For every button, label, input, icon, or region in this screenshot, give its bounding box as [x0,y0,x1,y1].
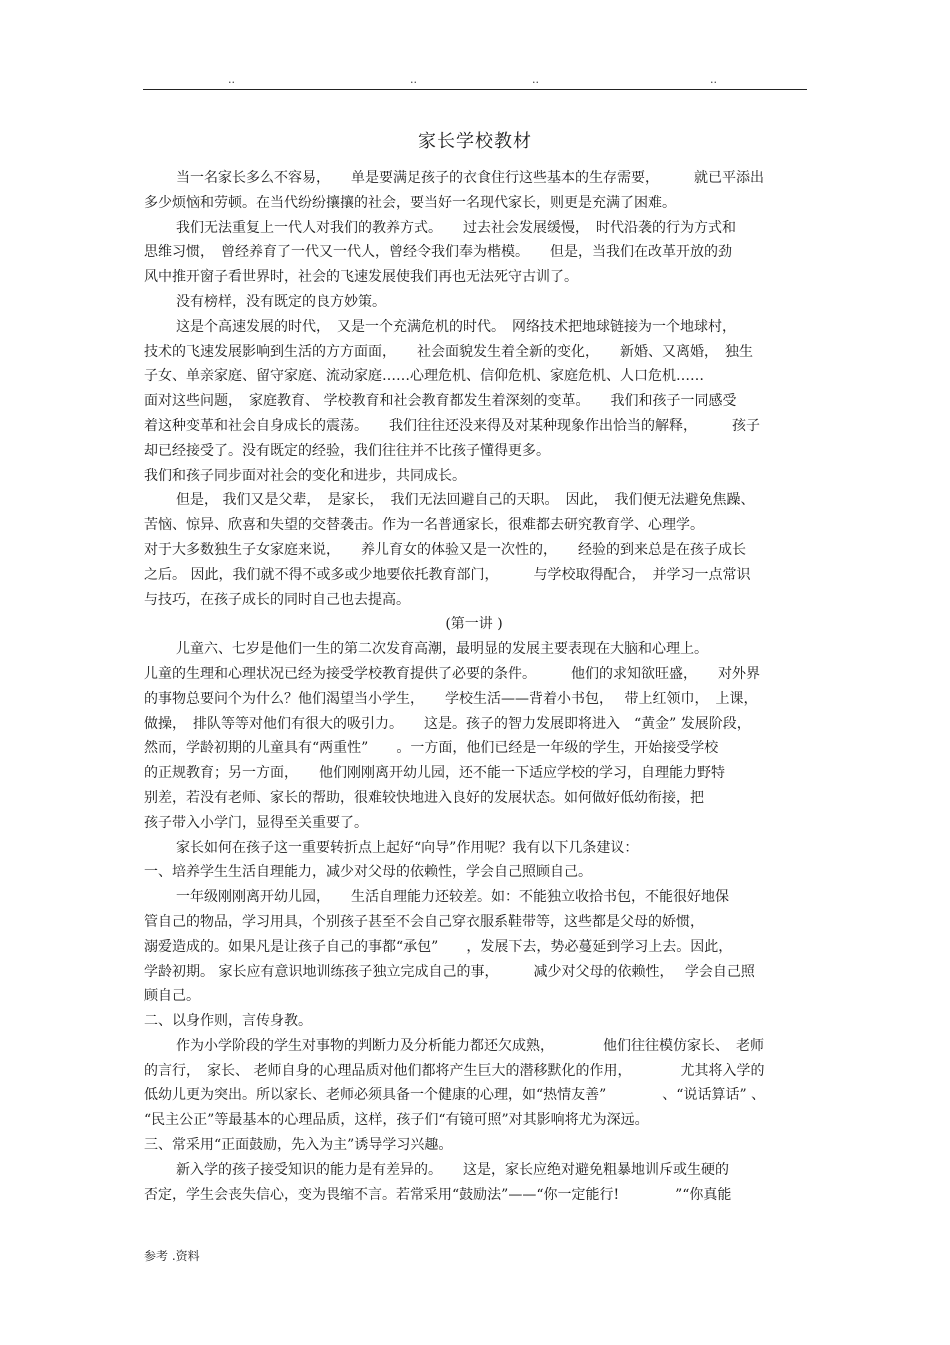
text-line: 我们无法重复上一代人对我们的教养方式。 过去社会发展缓慢， 时代沿袭的行为方式和 [176,219,736,236]
text-line: 一年级刚刚离开幼儿园， 生活自理能力还较差。如：不能独立收拾书包，不能很好地保 [176,889,729,906]
text-line: 儿童六、七岁是他们一生的第二次发育高潮，最明显的发展主要表现在大脑和心理上。 [176,641,708,658]
header-dots [0,74,950,86]
text-line: 子女、单亲家庭、留守家庭、流动家庭……心理危机、信仰危机、家庭危机、人口危机…… [144,368,704,385]
text-line: 别差，若没有老师、家长的帮助，很难较快地进入良好的发展状态。如何做好低幼衔接，把 [144,789,704,806]
header-dot: .. [228,73,235,86]
text-line: 的事物总要问个为什么？他们渴望当小学生， 学校生活——背着小书包， 带上红领巾， 上课， [144,690,758,707]
text-line: 管自己的物品，学习用具，个别孩子甚至不会自己穿衣服系鞋带等，这些都是父母的娇惯， [144,913,704,930]
text-line: 着这种变革和社会自身成长的震荡。 我们往往还没来得及对某种现象作出恰当的解释， 孩子 [144,417,760,434]
text-line: 儿童的生理和心理状况已经为接受学校教育提供了必要的条件。 他们的求知欲旺盛， 对外界 [144,665,760,682]
text-line: 新入学的孩子接受知识的能力是有差异的。 这是，家长应绝对避免粗暴地训斥或生硬的 [176,1161,729,1178]
text-line: 苦恼、惊异、欣喜和失望的交替袭击。作为一名普通家长，很难都去研究教育学、心理学。 [144,517,704,534]
text-line: 思维习惯， 曾经养育了一代又一代人，曾经令我们奉为楷模。 但是，当我们在改革开放的劲 [144,244,732,261]
text-line: 的正规教育；另一方面， 他们刚刚离开幼儿园，还不能一下适应学校的学习，自理能力野特 [144,765,725,782]
text-line: 学龄初期。 家长应有意识地训练孩子独立完成自己的事， 减少对父母的依赖性， 学会自己照 [144,963,755,980]
text-line: 与技巧，在孩子成长的同时自己也去提高。 [144,591,410,608]
text-line: 之后。 因此，我们就不得不或多或少地要依托教育部门， 与学校取得配合， 并学习一点常识 [144,566,751,583]
text-line: 一、培养学生生活自理能力，减少对父母的依赖性，学会自己照顾自己。 [144,864,592,881]
header-dot: .. [532,73,539,86]
text-line: 我们和孩子同步面对社会的变化和进步，共同成长。 [144,467,466,484]
text-line: 面对这些问题， 家庭教育、 学校教育和社会教育都发生着深刻的变革。 我们和孩子一同感受 [144,393,737,410]
text-line: 的言行， 家长、 老师自身的心理品质对他们都将产生巨大的潜移默化的作用， 尤其将入学的 [144,1062,765,1079]
text-line: 做操， 排队等等对他们有很大的吸引力。 这是。孩子的智力发展即将进入 “黄金” 发展阶段， [144,715,751,732]
text-line: 作为小学阶段的学生对事物的判断力及分析能力都还欠成熟， 他们往往模仿家长、 老师 [176,1037,764,1054]
text-line: 风中推开窗子看世界时，社会的飞速发展使我们再也无法死守古训了。 [144,269,578,286]
text-line: “民主公正”等最基本的心理品质，这样，孩子们“有镜可照”对其影响将尤为深远。 [144,1112,649,1129]
text-line: 当一名家长多么不容易， 单是要满足孩子的衣食住行这些基本的生存需要， 就已平添出 [176,170,764,186]
document-title: 家长学校教材 [418,131,532,152]
header-dot: .. [410,73,417,86]
text-line: 二、以身作则，言传身教。 [144,1013,312,1030]
text-line: 家长如何在孩子这一重要转折点上起好“向导”作用呢？我有以下几条建议： [176,839,639,856]
text-line: 对于大多数独生子女家庭来说， 养儿育女的体验又是一次性的， 经验的到来总是在孩子成长 [144,541,746,558]
text-line: 没有榜样，没有既定的良方妙策。 [176,293,386,310]
page-footer: 参考 .资料 [144,1249,200,1263]
text-line: 溺爱造成的。如果凡是让孩子自己的事都“承包” ，发展下去，势必蔓延到学习上去。因此， [144,938,733,955]
text-line: 却已经接受了。没有既定的经验，我们往往并不比孩子懂得更多。 [144,442,550,459]
document-body [144,166,804,1207]
text-line: 低幼儿更为突出。所以家长、老师必须具备一个健康的心理，如“热情友善” 、“说话算话” 、 [144,1087,766,1104]
text-line: 然而，学龄初期的儿童具有“两重性” 。一方面，他们已经是一年级的学生，开始接受学校 [144,740,719,757]
text-line: (第一讲 ) [445,616,503,633]
text-line: 多少烦恼和劳顿。在当代纷纷攘攘的社会，要当好一名现代家长，则更是充满了困难。 [144,194,676,211]
text-line: 技术的飞速发展影响到生活的方方面面， 社会面貌发生着全新的变化， 新婚、又离婚， 独生 [144,343,753,360]
text-line: 但是， 我们又是父辈， 是家长， 我们无法回避自己的天职。 因此， 我们便无法避免焦躁、 [176,492,755,509]
text-line: 三、常采用“正面鼓励，先入为主”诱导学习兴趣。 [144,1137,453,1154]
text-line: 否定，学生会丧失信心，变为畏缩不言。若常采用“鼓励法”——“你一定能行! ”“你真能 [144,1186,732,1203]
header-rule [143,89,807,90]
text-line: 孩子带入小学门，显得至关重要了。 [144,814,368,831]
text-line: 顾自己。 [144,988,200,1005]
header-dot: .. [710,73,717,86]
text-line: 这是个高速发展的时代， 又是一个充满危机的时代。 网络技术把地球链接为一个地球村， [176,318,736,335]
